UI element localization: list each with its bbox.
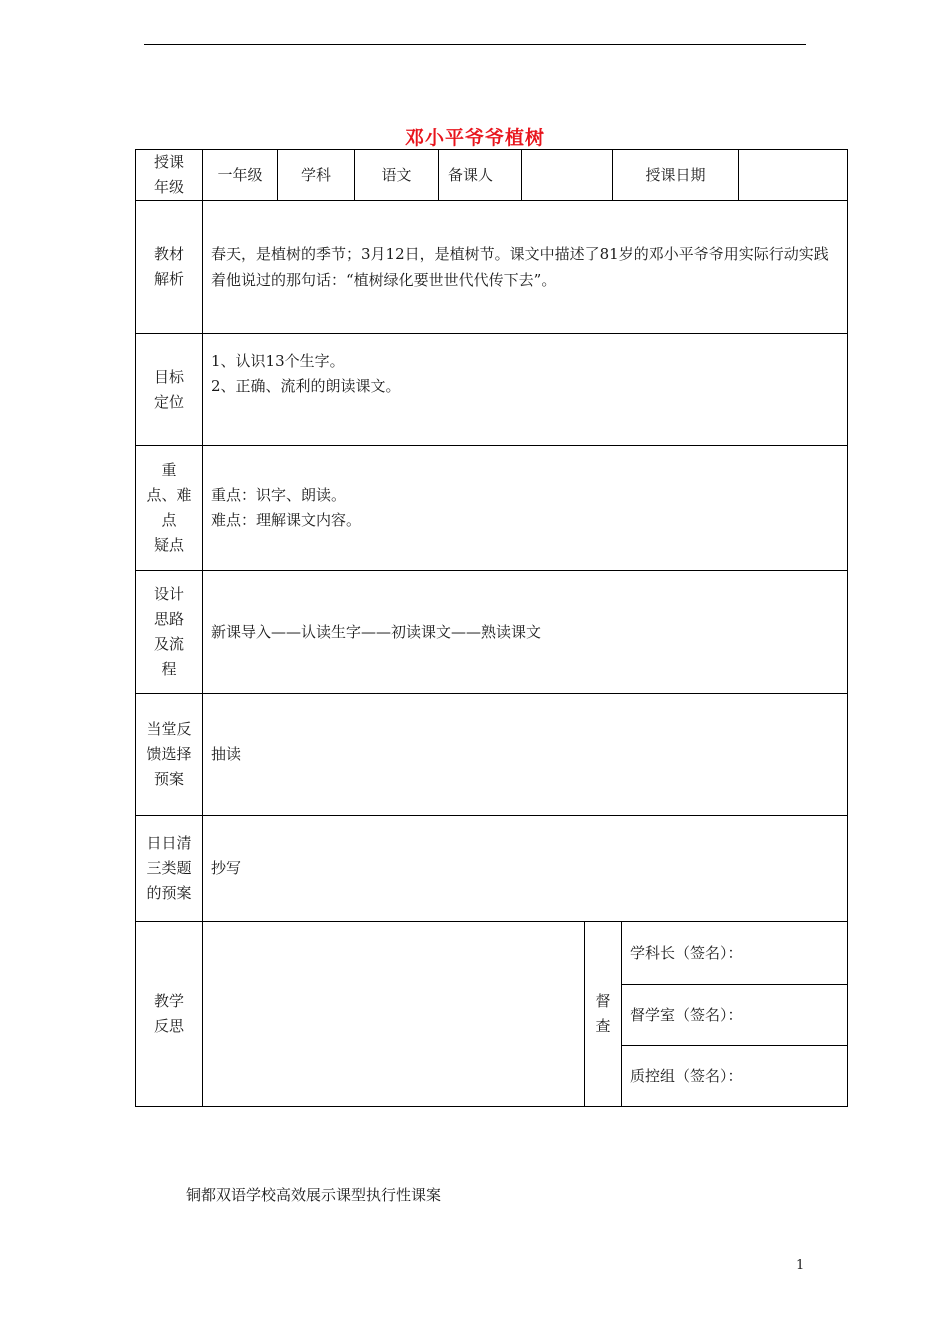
subject-value: 语文: [381, 165, 412, 184]
row-content-feedback: 抽读: [211, 745, 242, 763]
preparer-value: [522, 150, 612, 200]
document-title: 邓小平爷爷植树: [404, 127, 545, 149]
date-value: [739, 150, 847, 200]
row-content-key-points: 重点：识字、朗读。 难点：理解课文内容。: [211, 486, 362, 529]
row-content-design-flow: 新课导入——认读生字——初读课文——熟读课文: [211, 622, 542, 641]
row-content-textbook-analysis: 春天，是植树的季节；3月12日，是植树节。课文中描述了81岁的邓小平爷爷用实际行动实践着他说过的那句话：“植树绿化要世世代代传下去”。: [211, 245, 829, 289]
row-label-design-flow: 设计 思路 及流 程: [153, 585, 184, 678]
row-content-daily-review: 抄写: [211, 859, 242, 877]
header-rule: [144, 44, 806, 45]
row-label-key-points: 重 点、难 点 疑点: [146, 461, 192, 554]
reflection-content: [203, 922, 584, 1106]
date-label: 授课日期: [645, 165, 706, 184]
signature-quality-control: 质控组（签名）：: [630, 1066, 743, 1085]
grade-value: 一年级: [217, 165, 263, 184]
preparer-label: 备课人: [448, 165, 494, 184]
page-number: 1: [796, 1258, 805, 1273]
subject-label: 学科: [300, 165, 331, 184]
row-label-feedback: 当堂反 馈选择 预案: [146, 720, 192, 788]
row-content-goals: 1、认识13个生字。 2、正确、流利的朗读课文。: [211, 352, 401, 395]
row-label-goals: 目标 定位: [153, 367, 184, 411]
signature-subject-head: 学科长（签名）：: [630, 943, 743, 962]
supervise-label: 督 查: [595, 992, 611, 1035]
signature-supervision-office: 督学室（签名）：: [630, 1005, 743, 1024]
grade-label: 授课 年级: [153, 153, 184, 196]
reflection-label: 教学 反思: [153, 992, 184, 1035]
footer-text: 铜都双语学校高效展示课型执行性课案: [186, 1186, 442, 1204]
row-label-daily-review: 日日清 三类题 的预案: [146, 834, 192, 902]
row-label-textbook-analysis: 教材 解析: [153, 245, 184, 288]
